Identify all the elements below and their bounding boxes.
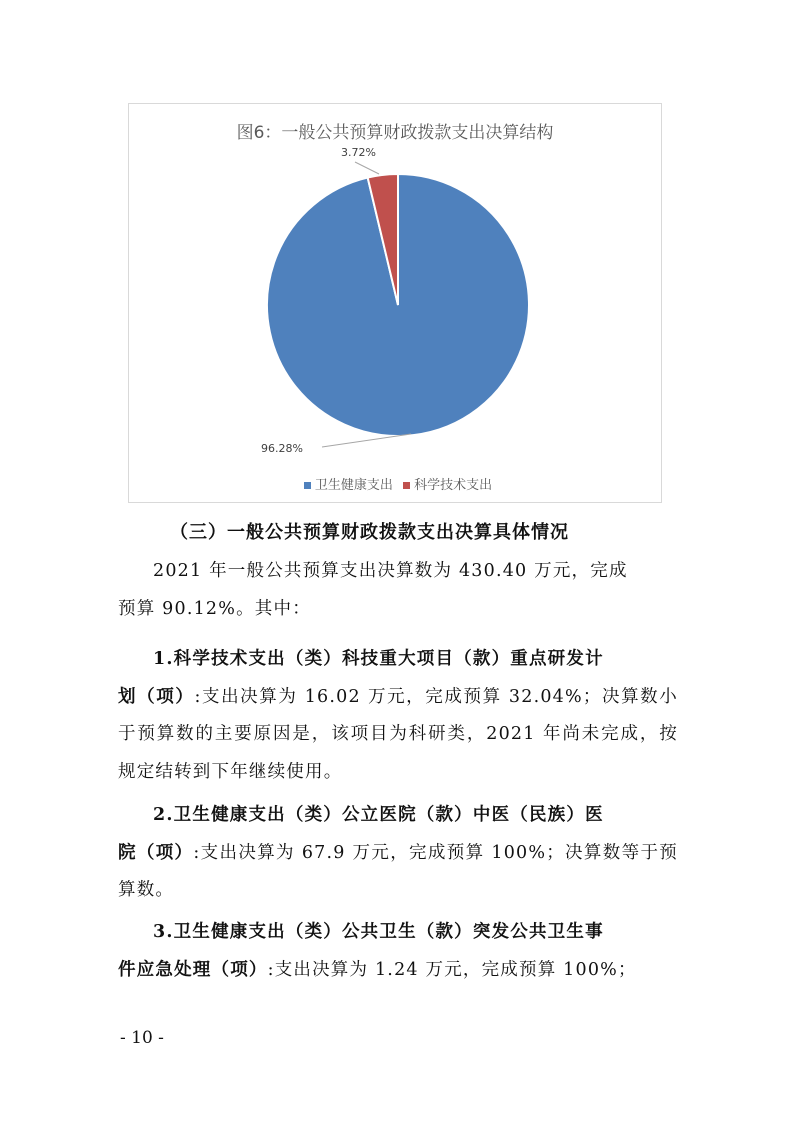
item-1-title-b: 划（项）	[118, 686, 195, 707]
data-label-health: 96.28%	[261, 442, 303, 455]
item-3-body: :支出决算为 1.24 万元，完成预算 100%；	[267, 959, 637, 980]
chart-title: 图6：一般公共预算财政拨款支出决算结构	[236, 123, 554, 143]
item-2-body: :支出决算为 67.9 万元，完成预算 100%；决算数等于预算数。	[118, 842, 678, 900]
legend-label-science: 科学技术支出	[414, 478, 493, 493]
page-number: - 10 -	[120, 1028, 164, 1048]
intro-line-2: 预算 90.12%。其中：	[118, 598, 311, 619]
item-2-title-b: 院（项）	[118, 842, 194, 863]
intro-paragraph	[118, 553, 678, 628]
section-heading: （三）一般公共预算财政拨款支出决算具体情况	[170, 522, 569, 543]
leader-line-small	[355, 162, 379, 174]
item-3-title-b: 件应急处理（项）	[118, 959, 268, 980]
legend-swatch-science	[403, 482, 410, 489]
pie-graphic	[129, 104, 663, 504]
item-1-paragraph	[118, 641, 678, 791]
chart-legend	[129, 474, 661, 493]
intro-line-1: 2021 年一般公共预算支出决算数为 430.40 万元，完成	[153, 561, 628, 581]
item-3-title-a: 3.卫生健康支出（类）公共卫生（款）突发公共卫生事	[153, 922, 604, 942]
item-2-paragraph	[118, 797, 678, 910]
leader-line-large	[322, 434, 411, 447]
legend-swatch-health	[304, 482, 311, 489]
item-1-title-a: 1.科学技术支出（类）科技重大项目（款）重点研发计	[153, 649, 604, 669]
item-2-title-a: 2.卫生健康支出（类）公立医院（款）中医（民族）医	[153, 805, 604, 825]
pie-chart	[128, 103, 662, 503]
item-1-body: :支出决算为 16.02 万元，完成预算 32.04%；决算数小于预算数的主要原因是，该项目为科研类，2021 年尚未完成，按规定结转到下年继续使用。	[118, 686, 678, 782]
item-3-paragraph	[118, 914, 678, 989]
legend-label-health: 卫生健康支出	[314, 478, 393, 493]
data-label-science: 3.72%	[341, 146, 376, 159]
